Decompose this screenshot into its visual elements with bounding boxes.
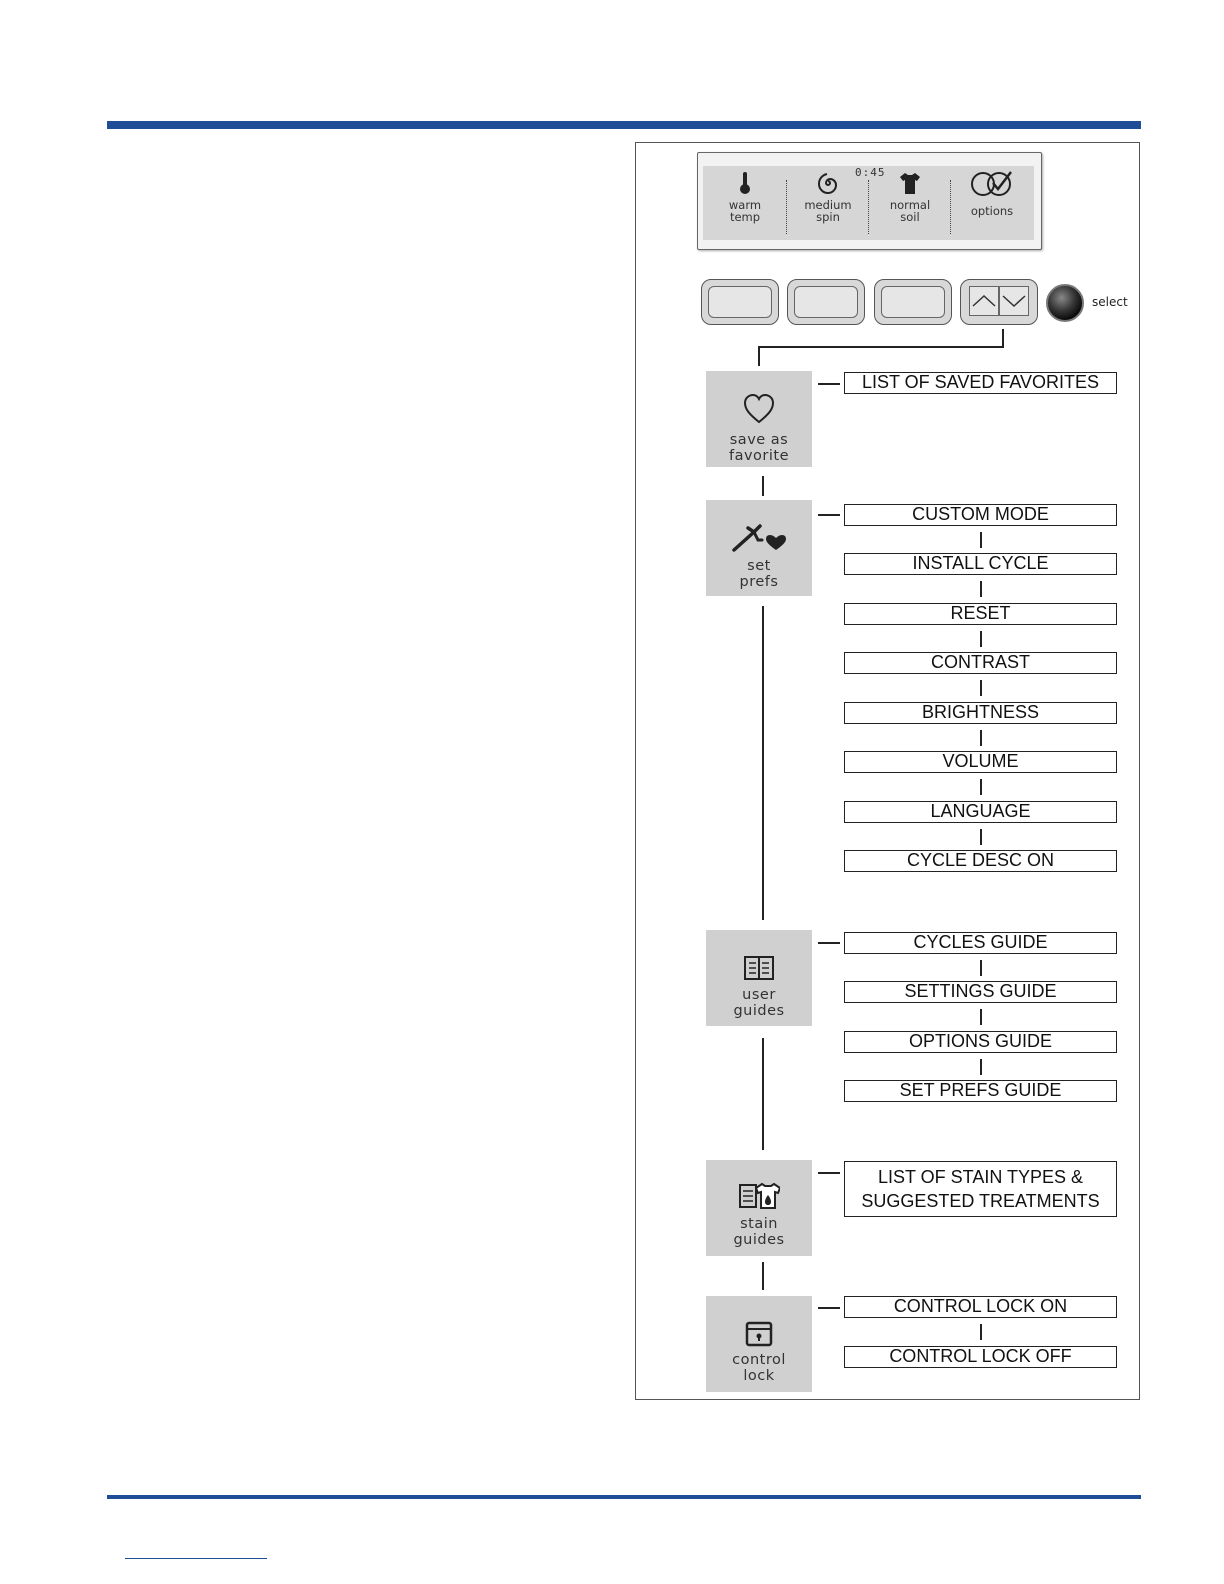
lcd-cell-options <box>951 170 1033 236</box>
connector-line <box>762 606 764 920</box>
option-install-cycle[interactable]: INSTALL CYCLE <box>844 553 1117 575</box>
connector-line <box>980 532 982 548</box>
connector-line <box>980 730 982 746</box>
connector-line <box>980 1059 982 1075</box>
tile-label-save-favorite: save as favorite <box>728 432 790 464</box>
connector-line <box>818 514 840 516</box>
heart-icon <box>741 392 777 426</box>
soft-button-face <box>708 286 772 318</box>
option-stain-types[interactable]: LIST OF STAIN TYPES & SUGGESTED TREATMENTS <box>844 1161 1117 1217</box>
tile-label-set-prefs: set prefs <box>739 558 779 590</box>
connector-line <box>980 1324 982 1340</box>
menu-tile-save-favorite[interactable] <box>706 371 812 467</box>
option-settings-guide[interactable]: SETTINGS GUIDE <box>844 981 1117 1003</box>
tile-label-user-guides: user guides <box>733 987 785 1019</box>
option-reset[interactable]: RESET <box>844 603 1117 625</box>
option-custom-mode[interactable]: CUSTOM MODE <box>844 504 1117 526</box>
spiral-spin-icon <box>815 170 841 196</box>
option-control-lock-off[interactable]: CONTROL LOCK OFF <box>844 1346 1117 1368</box>
select-knob[interactable] <box>1046 284 1084 322</box>
connector-line <box>818 383 840 385</box>
menu-tile-user-guides[interactable] <box>706 930 812 1026</box>
menu-tile-control-lock[interactable] <box>706 1296 812 1392</box>
soft-button-face <box>794 286 858 318</box>
option-contrast[interactable]: CONTRAST <box>844 652 1117 674</box>
soft-button-face <box>881 286 945 318</box>
lcd-time: 0:45 <box>855 166 886 179</box>
up-down-button[interactable] <box>960 279 1038 325</box>
lcd-cell-spin <box>787 170 869 236</box>
connector-line <box>818 942 840 944</box>
tile-label-stain-guides: stain guides <box>733 1216 785 1248</box>
connector-line <box>980 631 982 647</box>
up-arrow-button[interactable] <box>969 286 999 316</box>
wrench-heart-icon <box>728 520 790 554</box>
option-volume[interactable]: VOLUME <box>844 751 1117 773</box>
down-arrow-button[interactable] <box>999 286 1029 316</box>
option-cycle-desc[interactable]: CYCLE DESC ON <box>844 850 1117 872</box>
connector-line <box>980 779 982 795</box>
soft-button-2[interactable] <box>787 279 865 325</box>
footer-rule <box>107 1495 1141 1499</box>
lcd-display <box>697 152 1042 250</box>
connector-line <box>980 829 982 845</box>
lcd-cell-temp <box>704 170 786 236</box>
lcd-cell-soil <box>869 170 951 236</box>
option-set-prefs-guide[interactable]: SET PREFS GUIDE <box>844 1080 1117 1102</box>
option-control-lock-on[interactable]: CONTROL LOCK ON <box>844 1296 1117 1318</box>
connector-line <box>758 346 760 366</box>
tile-label-control-lock: control lock <box>732 1352 786 1384</box>
lcd-label-spin: medium spin <box>804 198 852 224</box>
connector-line <box>818 1172 840 1174</box>
connector-line <box>762 1038 764 1150</box>
stain-guide-icon <box>738 1181 780 1211</box>
connector-line <box>980 581 982 597</box>
option-cycles-guide[interactable]: CYCLES GUIDE <box>844 932 1117 954</box>
connector-line <box>818 1307 840 1309</box>
menu-tile-stain-guides[interactable] <box>706 1160 812 1256</box>
lcd-label-temp: warm temp <box>728 198 762 224</box>
option-language[interactable]: LANGUAGE <box>844 801 1117 823</box>
option-brightness[interactable]: BRIGHTNESS <box>844 702 1117 724</box>
book-icon <box>742 953 776 983</box>
options-icon <box>969 170 1015 198</box>
shirt-icon <box>896 170 924 196</box>
footer-link-underline <box>125 1558 267 1559</box>
option-options-guide[interactable]: OPTIONS GUIDE <box>844 1031 1117 1053</box>
lock-icon <box>744 1318 774 1348</box>
connector-line <box>980 680 982 696</box>
connector-line <box>758 346 1004 348</box>
thermometer-icon <box>734 170 756 196</box>
soft-button-3[interactable] <box>874 279 952 325</box>
connector-line <box>980 1009 982 1025</box>
option-saved-favorites[interactable]: LIST OF SAVED FAVORITES <box>844 372 1117 394</box>
menu-tile-set-prefs[interactable] <box>706 500 812 596</box>
lcd-label-soil: normal soil <box>889 198 931 224</box>
connector-line <box>762 476 764 496</box>
select-label: select <box>1092 295 1128 309</box>
soft-button-1[interactable] <box>701 279 779 325</box>
chevron-down-icon <box>1000 287 1028 315</box>
connector-line <box>762 1262 764 1290</box>
header-rule <box>107 121 1141 129</box>
connector-line <box>980 960 982 976</box>
chevron-up-icon <box>970 287 998 315</box>
lcd-label-options: options <box>970 204 1014 218</box>
